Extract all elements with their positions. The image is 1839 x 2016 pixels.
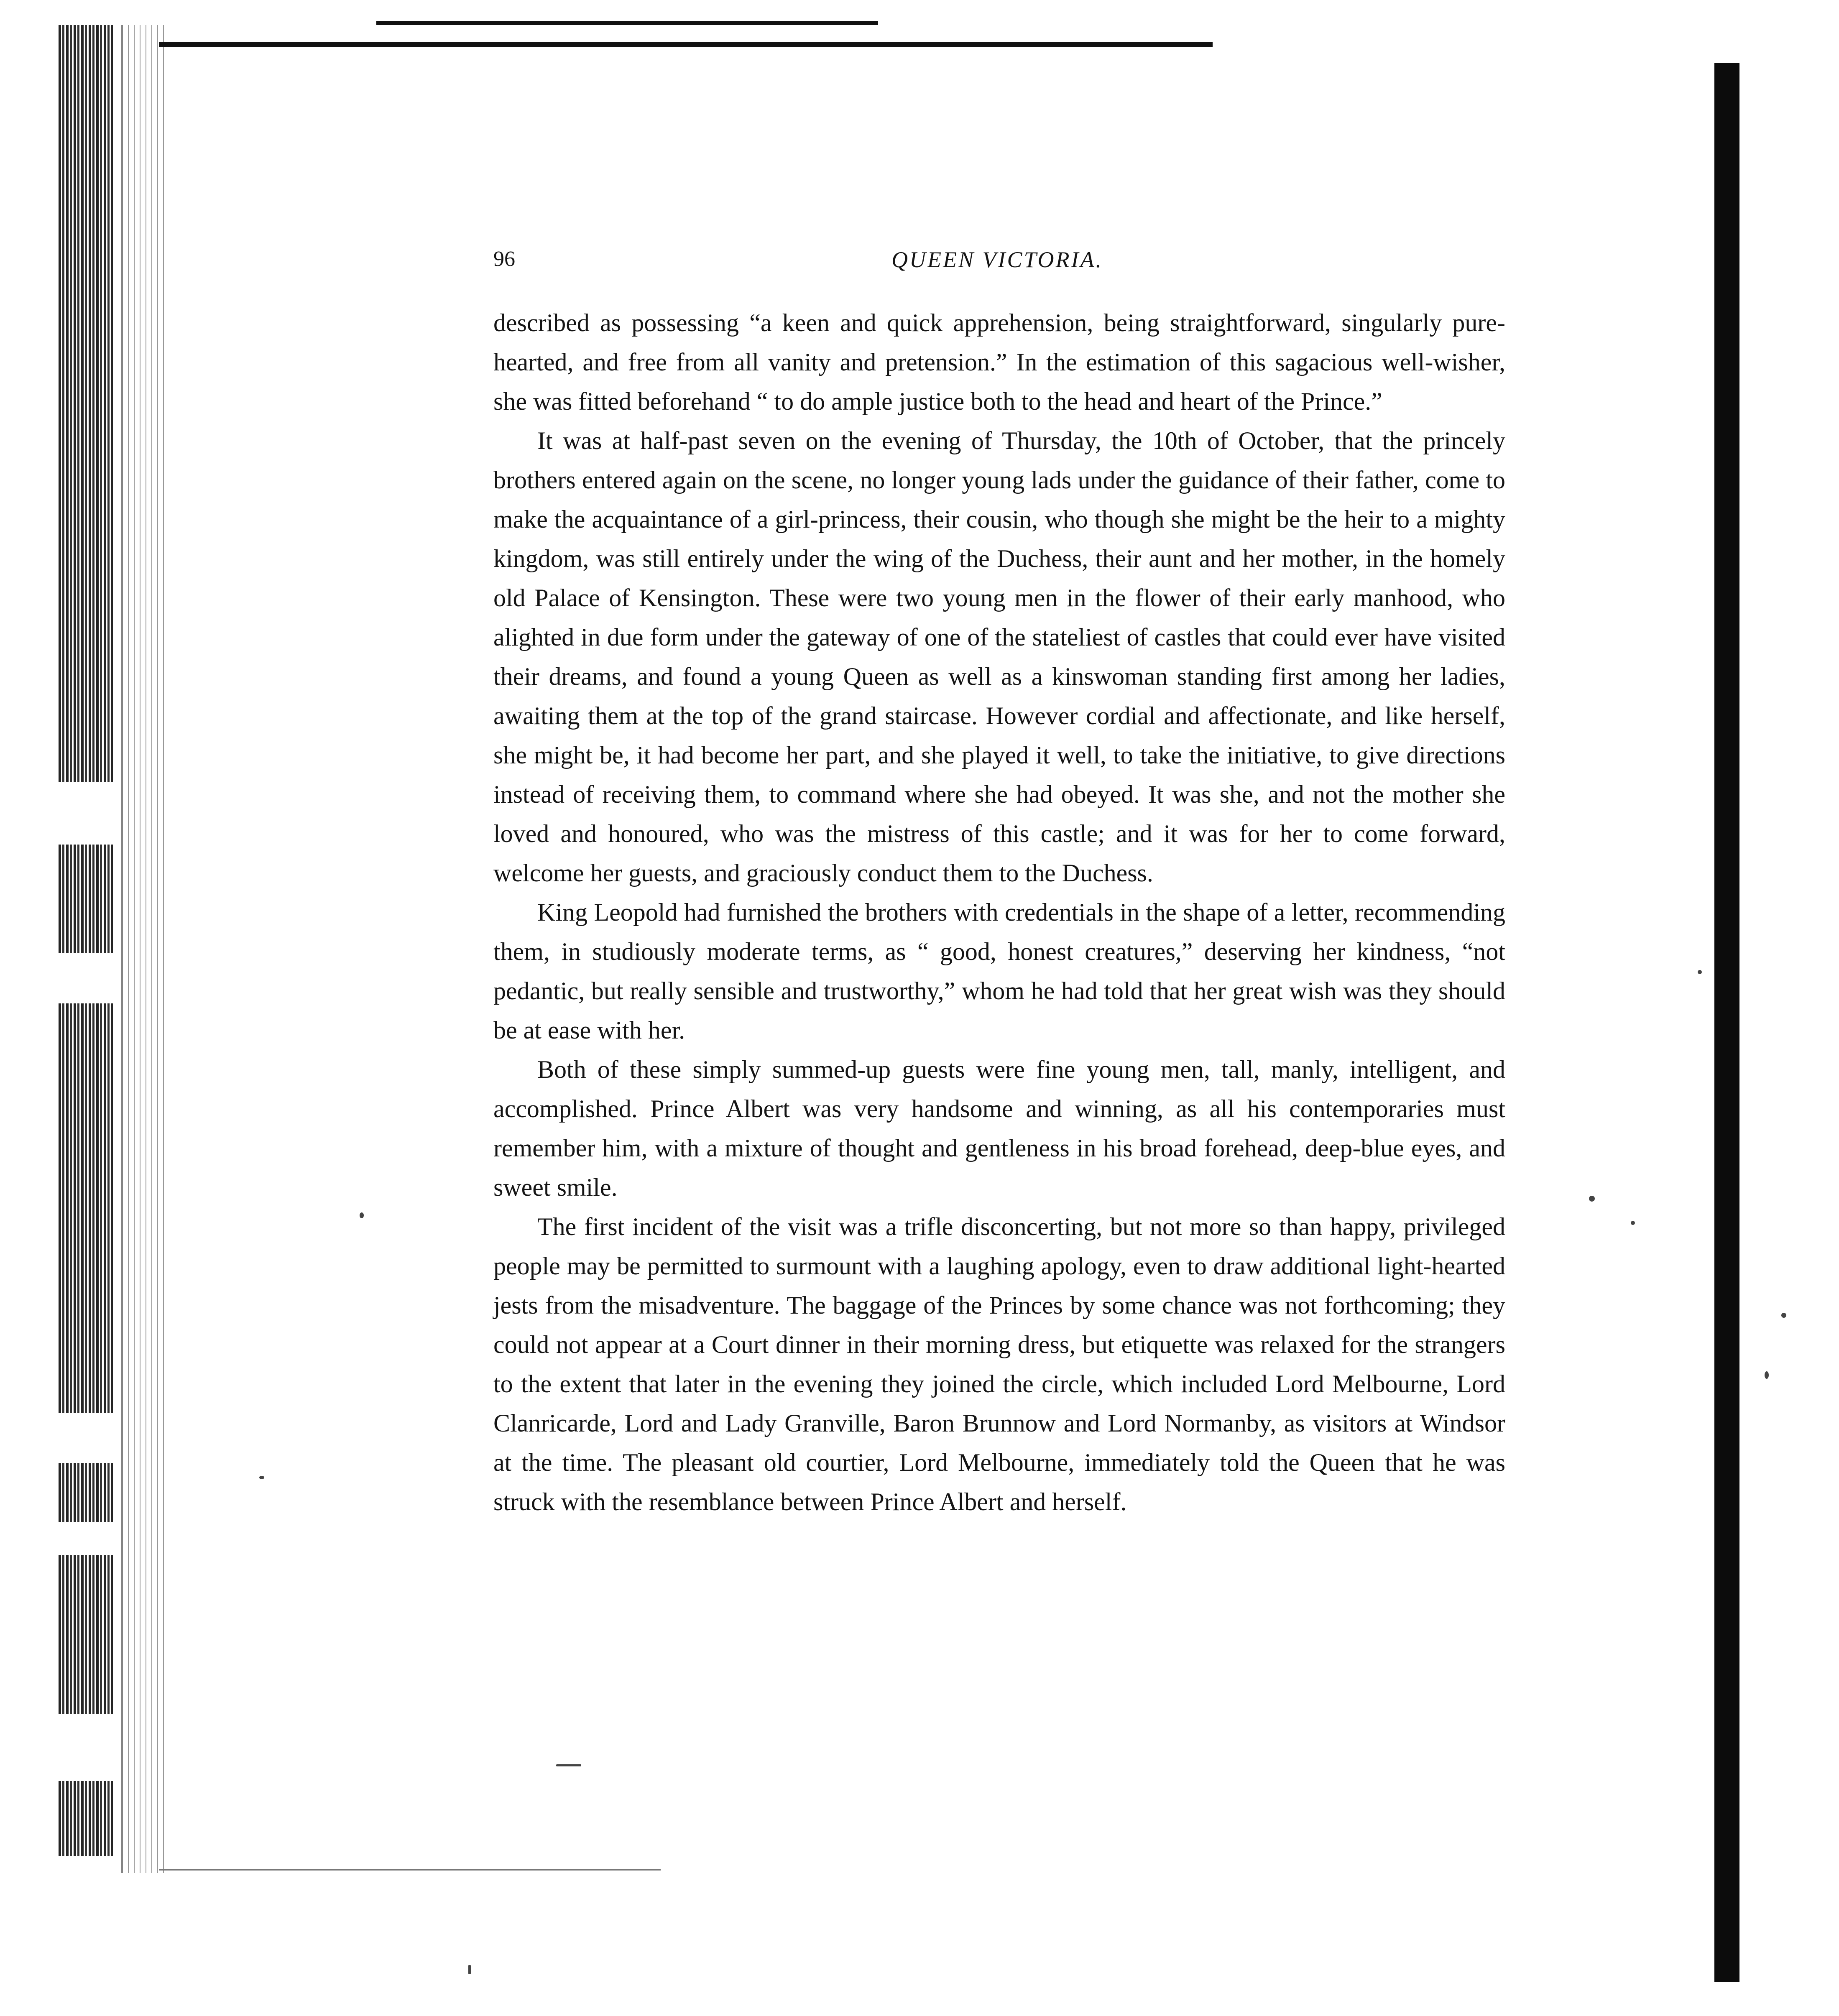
scan-speck <box>259 1476 264 1479</box>
binding-gap <box>59 1522 113 1555</box>
binding-gap <box>59 1413 113 1463</box>
scan-speck <box>1698 970 1702 974</box>
scan-right-edge-bar <box>1714 63 1739 1982</box>
scan-speck <box>468 1965 471 1974</box>
scan-top-border <box>159 42 1213 47</box>
scan-speck <box>360 1212 364 1218</box>
scan-top-border-upper <box>376 21 878 25</box>
page-edge-lines <box>121 25 169 1873</box>
paragraph: described as possessing “a keen and quick apprehension, being straightforward, singularly pure-hearted, and free from all vanity and pretension.” In the estimation of this sagacious well-wisher, she was fitted beforehand “ to do ample justice both to the head and heart of the Prince.” <box>493 309 1505 415</box>
scan-speck <box>1631 1221 1635 1225</box>
body-text <box>493 303 1505 1521</box>
scan-speck <box>1589 1196 1595 1202</box>
paragraph: Both of these simply summed-up guests were fine young men, tall, manly, intelligent, and accomplished. Prince Albert was very handsome and winning, as all his contemporaries must remember him, with a mixture of thought and gentleness in his broad forehead, deep-blue eyes, and sweet smile. <box>493 1056 1505 1201</box>
scan-speck <box>1765 1371 1769 1379</box>
scan-bottom-border <box>159 1869 661 1871</box>
binding-gap <box>59 782 113 845</box>
page-header <box>493 247 1501 284</box>
running-head: QUEEN VICTORIA. <box>891 247 1103 272</box>
book-binding-edge <box>59 25 113 1856</box>
scan-speck <box>556 1764 581 1766</box>
binding-gap <box>59 1714 113 1781</box>
paragraph: The first incident of the visit was a trifle disconcerting, but not more so than happy, privileged people may be permitted to surmount with a laughing apology, even to draw additional light-hearted jests from the misadventure. The baggage of the Princes by some chance was not forthcoming; they could not appear at a Court dinner in their morning dress, but etiquette was relaxed for the strangers to the extent that later in the evening they joined the circle, which included Lord Melbourne, Lord Clanricarde, Lord and Lady Granville, Baron Brunnow and Lord Normanby, as visitors at Windsor at the time. The pleasant old courtier, Lord Melbourne, immediately told the Queen that he was struck with the resemblance between Prince Albert and herself. <box>493 1213 1505 1516</box>
paragraph: It was at half-past seven on the evening of Thursday, the 10th of October, that the princely brothers entered again on the scene, no longer young lads under the guidance of their father, come to make the acquaintance of a girl-princess, their cousin, who though she might be the heir to a mighty kingdom, was still entirely under the wing of the Duchess, their aunt and her mother, in the homely old Palace of Kensington. These were two young men in the flower of their early manhood, who alighted in due form under the gateway of one of the stateliest of castles that could ever have visited their dreams, and found a young Queen as well as a kinswoman standing first among her ladies, awaiting them at the top of the grand staircase. However cordial and affectionate, and like herself, she might be, it had become her part, and she played it well, to take the initiative, to give directions instead of receiving them, to command where she had obeyed. It was she, and not the mother she loved and honoured, who was the mistress of this castle; and it was for her to come forward, welcome her guests, and graciously conduct them to the Duchess. <box>493 427 1505 887</box>
paragraph: King Leopold had furnished the brothers with credentials in the shape of a letter, recommending them, in studiously moderate terms, as “ good, honest creatures,” deserving her kindness, “not pedantic, but really sensible and trustworthy,” whom he had told that her great wish was they should be at ease with her. <box>493 898 1505 1044</box>
binding-gap <box>59 953 113 1003</box>
scan-speck <box>1781 1313 1786 1318</box>
page-number: 96 <box>493 247 515 271</box>
